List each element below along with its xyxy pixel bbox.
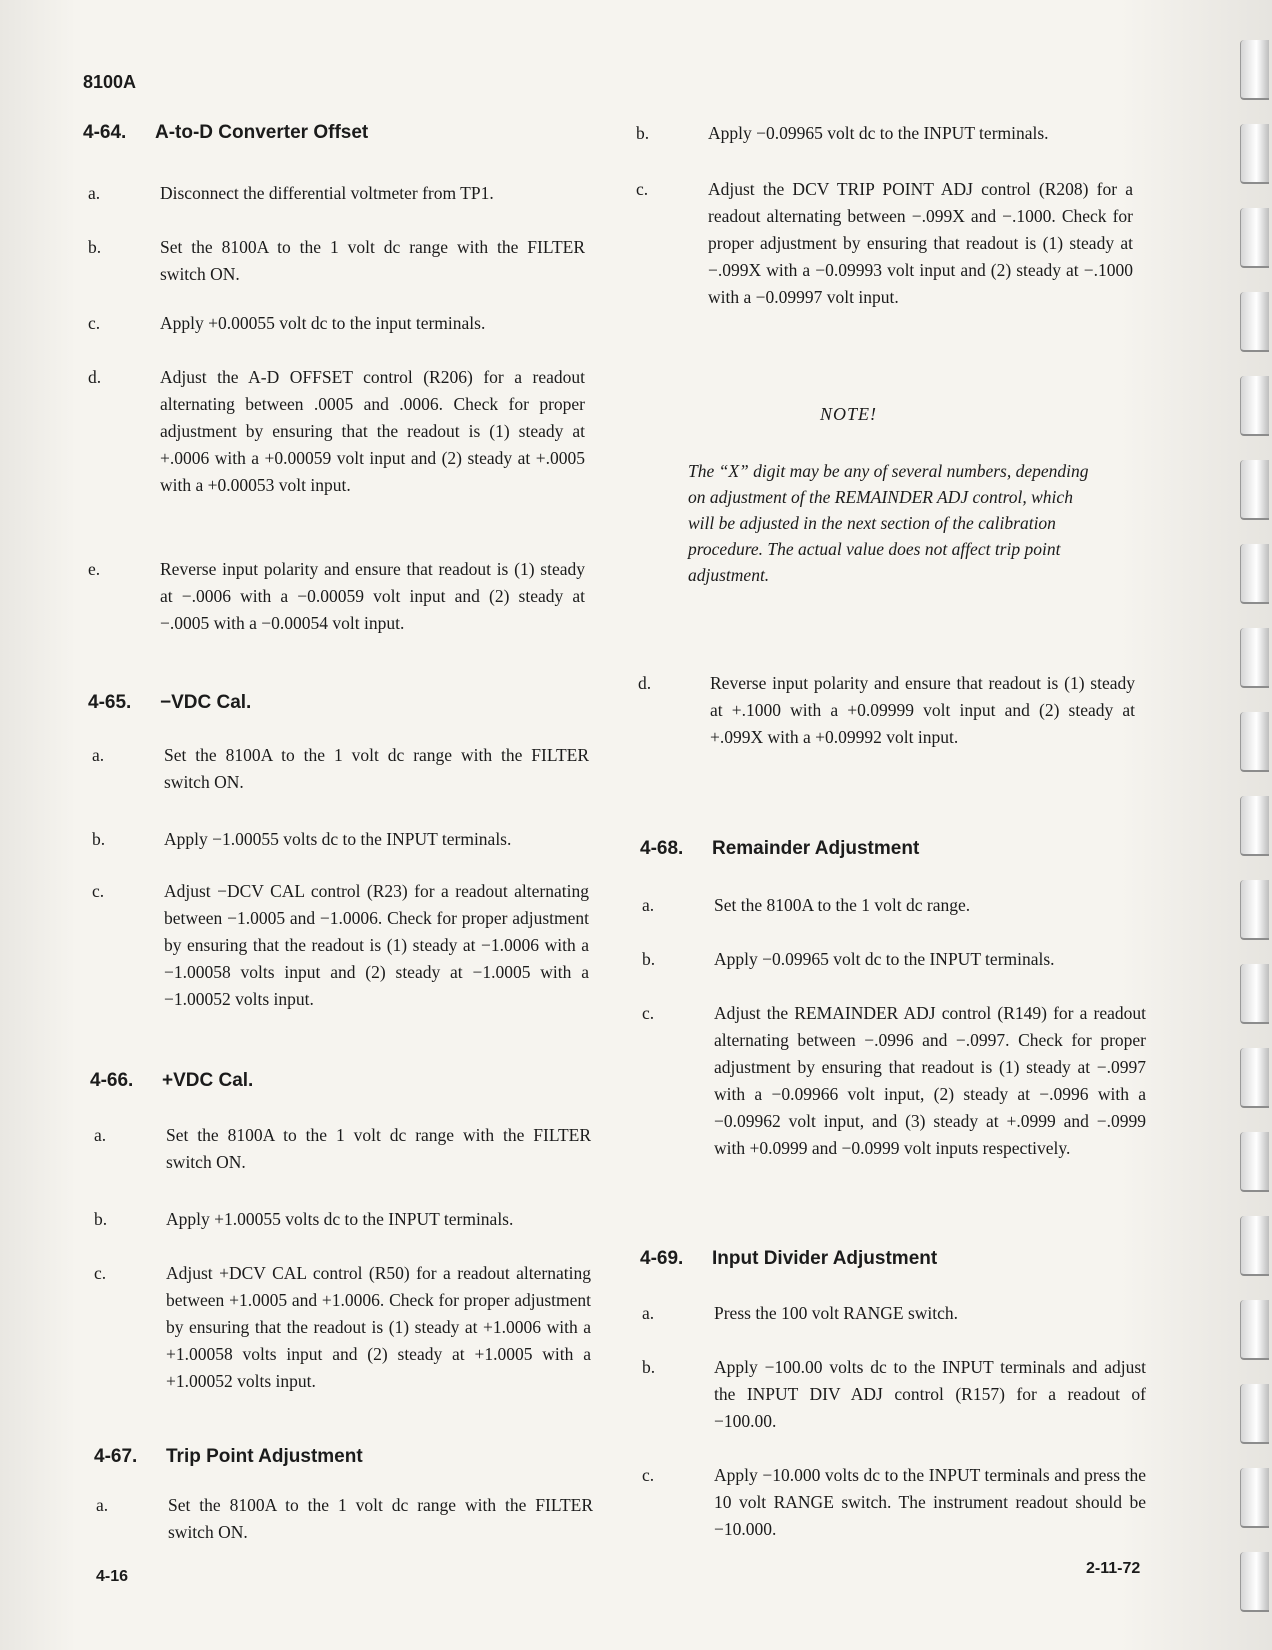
step-letter: a. (94, 1125, 107, 1145)
step-text: Set the 8100A to the 1 volt dc range with the FILTER switch ON. (168, 1495, 593, 1542)
step-letter: b. (88, 237, 102, 257)
spiral-binding (1240, 40, 1272, 1640)
step-letter: c. (642, 1003, 655, 1023)
binding-ring (1240, 1048, 1269, 1108)
binding-ring (1240, 712, 1269, 772)
step-text: Apply −0.09965 volt dc to the INPUT terminals. (714, 949, 1055, 969)
step-letter: b. (642, 1357, 656, 1377)
step-text: Set the 8100A to the 1 volt dc range. (714, 895, 971, 915)
binding-ring (1240, 1468, 1269, 1528)
section-title: A-to-D Converter Offset (155, 122, 369, 143)
section-heading-4-66 (90, 1070, 253, 1094)
section-number: 4-69. (640, 1248, 684, 1269)
step-text: Apply +1.00055 volts dc to the INPUT terminals. (166, 1209, 514, 1229)
step-letter: a. (642, 895, 655, 915)
binding-ring (1240, 1300, 1269, 1360)
step-text: Apply −0.09965 volt dc to the INPUT terminals. (708, 123, 1049, 143)
note-body: The “X” digit may be any of several numbers, depending on adjustment of the REMAINDER ADJ control, which will be adjusted in the next section of the calibration procedure. The actual value does not affect trip point adjustment. (688, 461, 1089, 585)
section-heading-4-64 (83, 122, 368, 146)
step-text: Apply +0.00055 volt dc to the input terminals. (160, 313, 486, 333)
step-letter: b. (94, 1209, 108, 1229)
section-heading-4-65 (88, 692, 251, 716)
binding-ring (1240, 964, 1269, 1024)
step-letter: c. (642, 1465, 655, 1485)
binding-ring (1240, 40, 1269, 100)
step-letter: e. (88, 559, 101, 579)
step-text: Reverse input polarity and ensure that readout is (1) steady at −.0006 with a −0.00059 volt input and (2) steady at −.0005 with a −0.00054 volt input. (160, 559, 585, 633)
binding-ring (1240, 124, 1269, 184)
step-text: Set the 8100A to the 1 volt dc range with the FILTER switch ON. (164, 745, 589, 792)
binding-ring (1240, 460, 1269, 520)
binding-ring (1240, 292, 1269, 352)
section-number: 4-67. (94, 1446, 138, 1467)
section-title: +VDC Cal. (162, 1070, 254, 1091)
step-letter: c. (94, 1263, 107, 1283)
section-title: Input Divider Adjustment (712, 1248, 938, 1269)
binding-ring (1240, 1384, 1269, 1444)
section-heading-4-69 (640, 1248, 937, 1272)
step-text: Adjust the A-D OFFSET control (R206) for a readout alternating between .0005 and .0006. Check for proper adjustment by ensuring that the readout is (1) steady at +.0006 with a +0.00059 volt input and (2) steady at +.0005 with a +0.00053 volt input. (160, 367, 585, 495)
page-number: 4-16 (96, 1568, 129, 1585)
binding-ring (1240, 628, 1269, 688)
step-letter: b. (92, 829, 106, 849)
binding-ring (1240, 880, 1269, 940)
binding-ring (1240, 796, 1269, 856)
section-title: −VDC Cal. (160, 692, 252, 713)
binding-ring (1240, 1132, 1269, 1192)
section-title: Trip Point Adjustment (166, 1446, 363, 1467)
section-number: 4-64. (83, 122, 127, 143)
step-text: Apply −100.00 volts dc to the INPUT terminals and adjust the INPUT DIV ADJ control (R157) for a readout of −100.00. (714, 1357, 1146, 1431)
binding-ring (1240, 1552, 1269, 1612)
step-text: Reverse input polarity and ensure that readout is (1) steady at +.1000 with a +0.09999 volt input and (2) steady at +.099X with a +0.09992 volt input. (710, 673, 1135, 747)
step-letter: c. (92, 881, 105, 901)
step-text: Apply −1.00055 volts dc to the INPUT terminals. (164, 829, 512, 849)
step-letter: a. (92, 745, 105, 765)
binding-ring (1240, 544, 1269, 604)
step-text: Adjust −DCV CAL control (R23) for a readout alternating between −1.0005 and −1.0006. Check for proper adjustment by ensuring that the readout is (1) steady at −1.0006 with a −1.00058 volts input and (2) steady at −1.0005 with a −1.00052 volts input. (164, 881, 589, 1009)
section-number: 4-65. (88, 692, 132, 713)
note-title: NOTE! (820, 404, 878, 424)
binding-ring (1240, 1216, 1269, 1276)
step-letter: a. (88, 183, 101, 203)
step-text: Set the 8100A to the 1 volt dc range with the FILTER switch ON. (166, 1125, 591, 1172)
section-number: 4-66. (90, 1070, 134, 1091)
step-text: Adjust the REMAINDER ADJ control (R149) for a readout alternating between −.0996 and −.0997. Check for proper adjustment by ensuring that readout is (1) steady at −.0997 with a −0.09966 volt input, (2) steady at −.0996 with a −0.09962 volt input, and (3) steady at +.0999 and −.0999 with +0.0999 and −0.0999 volt inputs respectively. (714, 1003, 1146, 1158)
section-heading-4-68 (640, 838, 919, 862)
step-text: Disconnect the differential voltmeter from TP1. (160, 183, 494, 203)
binding-ring (1240, 208, 1269, 268)
binding-ring (1240, 376, 1269, 436)
section-heading-4-67 (94, 1446, 363, 1470)
step-letter: c. (636, 179, 649, 199)
revision-date: 2-11-72 (1086, 1560, 1141, 1577)
step-letter: d. (638, 673, 652, 693)
step-letter: c. (88, 313, 101, 333)
step-letter: b. (636, 123, 650, 143)
step-text: Apply −10.000 volts dc to the INPUT terminals and press the 10 volt RANGE switch. The instrument readout should be −10.000. (714, 1465, 1146, 1539)
step-text: Press the 100 volt RANGE switch. (714, 1303, 959, 1323)
step-text: Adjust +DCV CAL control (R50) for a readout alternating between +1.0005 and +1.0006. Check for proper adjustment by ensuring that the readout is (1) steady at +1.0006 with a +1.00058 volts input and (2) steady at +1.0005 with a +1.00052 volts input. (166, 1263, 591, 1391)
step-text: Set the 8100A to the 1 volt dc range with the FILTER switch ON. (160, 237, 585, 284)
step-text: Adjust the DCV TRIP POINT ADJ control (R208) for a readout alternating between −.099X and −.1000. Check for proper adjustment by ensuring that readout is (1) steady at −.099X with a −0.09993 volt input and (2) steady at −.1000 with a −0.09997 volt input. (708, 179, 1133, 307)
step-letter: d. (88, 367, 102, 387)
step-letter: b. (642, 949, 656, 969)
step-letter: a. (642, 1303, 655, 1323)
section-title: Remainder Adjustment (712, 838, 920, 859)
model-number: 8100A (83, 72, 137, 92)
step-letter: a. (96, 1495, 109, 1515)
section-number: 4-68. (640, 838, 684, 859)
